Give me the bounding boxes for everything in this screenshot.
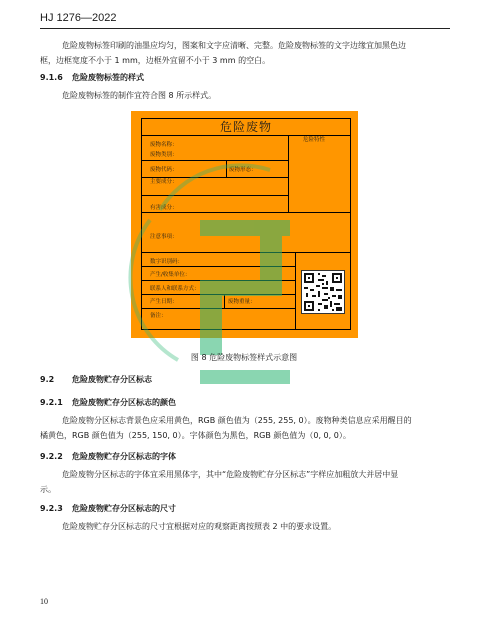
section-9-1-6-heading xyxy=(40,72,144,83)
label-field-producer: 产生/收集单位： xyxy=(150,272,191,278)
section-title: 危险废物标签的样式 xyxy=(72,73,144,82)
section-title: 危险废物贮存分区标志 xyxy=(72,375,152,384)
label-field-hazardous-components: 有害成分： xyxy=(150,205,178,211)
section-number: 9.2 xyxy=(40,375,55,384)
section-9-2-2-heading xyxy=(40,451,176,462)
section-9-2-1-line-1: 危险废物分区标志背景色应采用黄色，RGB 颜色值为（255, 255, 0）。废物种类信息应采用醒目的 xyxy=(62,416,412,425)
label-title: 危险废物 xyxy=(141,118,351,136)
section-9-1-6-body: 危险废物标签的制作宜符合图 8 所示样式。 xyxy=(62,91,217,100)
header-rule xyxy=(40,28,450,29)
label-field-remarks: 备注： xyxy=(150,313,167,319)
label-field-weight: 废物重量： xyxy=(228,299,256,305)
label-field-main-components: 主要成分： xyxy=(150,179,178,185)
document-code: HJ 1276—2022 xyxy=(40,12,117,24)
section-number: 9.2.3 xyxy=(40,504,63,513)
label-field-code: 废物代码： xyxy=(150,167,178,173)
section-title: 危险废物贮存分区标志的尺寸 xyxy=(72,504,176,513)
label-field-precautions: 注意事项： xyxy=(150,234,178,240)
label-field-name: 废物名称： xyxy=(150,142,178,148)
section-9-2-3-body: 危险废物贮存分区标志的尺寸宜根据对应的观察距离按照表 2 中的要求设置。 xyxy=(62,522,337,531)
label-field-category: 废物类别： xyxy=(150,152,178,158)
section-9-2-3-heading xyxy=(40,503,176,514)
section-9-2-2-line-1: 危险废物分区标志的字体宜采用黑体字，其中“危险废物贮存分区标志”字样应加粗放大并居中显 xyxy=(62,470,399,479)
section-9-2-1-line-2: 橘黄色，RGB 颜色值为（255, 150, 0）。字体颜色为黑色，RGB 颜色值为（0, 0, 0）。 xyxy=(40,431,351,440)
intro-line-2: 框，边框宽度不小于 1 mm，边框外宜留不小于 3 mm 的空白。 xyxy=(40,56,271,65)
section-number: 9.1.6 xyxy=(40,73,63,82)
section-title: 危险废物贮存分区标志的字体 xyxy=(72,452,176,461)
figure-caption: 图 8 危险废物标签样式示意图 xyxy=(190,353,298,362)
label-field-contact: 联系人和联系方式： xyxy=(150,286,200,292)
page-number: 10 xyxy=(40,597,48,606)
label-field-form: 废物形态： xyxy=(229,167,257,173)
section-9-2-heading xyxy=(40,374,152,385)
label-field-hazard-property: 危险特性 xyxy=(303,137,326,143)
section-9-2-2-line-2: 示。 xyxy=(40,485,56,494)
section-9-2-1-heading xyxy=(40,397,176,408)
label-field-date: 产生日期： xyxy=(150,299,178,305)
label-field-digital-id: 数字识别码： xyxy=(150,259,184,265)
intro-line-1: 危险废物标签印刷的油墨应均匀，图案和文字应清晰、完整。危险废物标签的文字边缘宜加黑色边 xyxy=(62,41,406,50)
section-number: 9.2.2 xyxy=(40,452,63,461)
section-number: 9.2.1 xyxy=(40,398,63,407)
section-title: 危险废物贮存分区标志的颜色 xyxy=(72,398,176,407)
